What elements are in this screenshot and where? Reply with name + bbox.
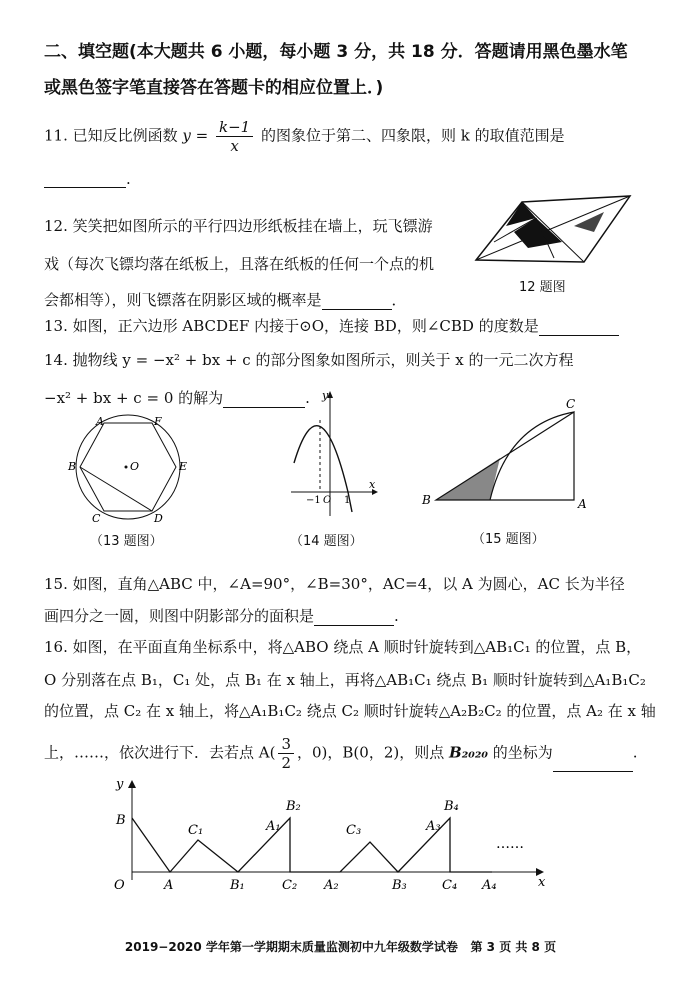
q16-answer-blank[interactable]	[553, 757, 633, 772]
fig16-rotation-diagram	[108, 776, 554, 900]
footer-title: 2019−2020 学年第一学期期末质量监测初中九年级数学试卷	[124, 940, 458, 954]
fig16-B1: B₁	[230, 878, 245, 893]
fig16-C3: C₃	[346, 823, 362, 838]
q13-answer-blank[interactable]	[539, 321, 619, 336]
q15-answer-blank[interactable]	[314, 611, 394, 626]
q16-line1: 16. 如图，在平面直角坐标系中，将△ABO 绕点 A 顺时针旋转到△AB₁C₁ 的位置，点 B，	[44, 638, 642, 656]
label-O: O	[130, 460, 140, 473]
q11-prefix: 11. 已知反比例函数	[44, 126, 178, 145]
label-B: B	[68, 460, 77, 473]
fig14-neg1: −1	[306, 495, 321, 506]
q16-line4	[44, 735, 638, 772]
q11-numerator: k−1	[216, 118, 253, 137]
q12-answer-blank[interactable]	[322, 295, 392, 310]
label-D: D	[154, 512, 163, 524]
fig16-B3: B₃	[392, 878, 407, 893]
fig13-hexagon-circle	[60, 412, 195, 524]
fig16-dots: ……	[496, 836, 524, 852]
q14-line2-text: −x² + bx + c = 0 的解为	[44, 389, 224, 407]
fig16-A4: A₄	[482, 878, 497, 893]
q16-line4a: 上，……，依次进行下．去若点 A(	[44, 743, 276, 762]
fig16-x: x	[538, 875, 546, 890]
fig15-triangle	[416, 396, 592, 514]
q15-line1: 15. 如图，直角△ABC 中，∠A=90°，∠B=30°，AC=4，以 A 为圆心，AC 长为半径	[44, 575, 625, 593]
q11-answer	[44, 170, 131, 188]
fig14-x: x	[369, 478, 376, 491]
q11-end: .	[126, 170, 131, 188]
fig14-parabola	[286, 388, 386, 518]
fig14-O: O	[323, 495, 332, 506]
q11-y: y =	[182, 126, 209, 145]
label-A: A	[96, 415, 104, 428]
fig15-A: A	[578, 497, 587, 511]
fig16-C4: C₄	[442, 878, 458, 893]
question-13	[44, 315, 619, 336]
q11-suffix: 的图象位于第二、四象限，则 k 的取值范围是	[260, 126, 565, 145]
fig16-B: B	[116, 813, 126, 828]
q12-line2: 戏（每次飞镖均落在纸板上，且落在纸板的任何一个点的机	[44, 255, 435, 273]
fig16-B2: B₂	[286, 799, 301, 814]
q12-end: ．	[391, 291, 407, 309]
label-E: E	[179, 460, 188, 473]
q11-fraction	[216, 118, 253, 155]
fig16-A: A	[164, 878, 174, 893]
fig12-caption: 12 题图	[519, 280, 566, 295]
label-C: C	[92, 512, 101, 524]
q16-line4b: ，0)，B(0，2)，则点	[297, 743, 445, 762]
fig16-B4: B₄	[444, 799, 459, 814]
q16-line4c: 的坐标为	[492, 743, 553, 762]
q15-line2-text: 画四分之一圆，则图中阴影部分的面积是	[44, 607, 315, 625]
q16-b2020: B₂₀₂₀	[449, 743, 488, 762]
fig16-y: y	[116, 777, 124, 792]
q12-line1: 12. 笑笑把如图所示的平行四边形纸板挂在墙上，玩飞镖游	[44, 217, 433, 235]
q15-line2	[44, 605, 399, 626]
q15-end: .	[394, 607, 399, 625]
q14-end: .	[305, 389, 310, 407]
fig15-caption: （15 题图）	[472, 532, 545, 547]
fig16-A3: A₃	[426, 819, 441, 834]
section-heading: 二、填空题(本大题共 6 小题，每小题 3 分，共 18 分．答题请用黑色墨水笔或黑色签字笔直接答在答题卡的相应位置上．)	[44, 42, 628, 98]
q16-line3: 的位置，点 C₂ 在 x 轴上，将△A₁B₁C₂ 绕点 C₂ 顺时针旋转△A₂B₂C₂ 的位置，点 A₂ 在 x 轴	[44, 702, 656, 720]
fig12-parallelogram	[474, 192, 634, 270]
fig13-caption: （13 题图）	[90, 534, 163, 549]
fig16-O: O	[114, 878, 125, 893]
q16-fraction	[278, 735, 294, 772]
q16-line2: O 分别落在点 B₁，C₁ 处，点 B₁ 在 x 轴上，再将△AB₁C₁ 绕点 B₁ 顺时针旋转到△A₁B₁C₂	[44, 671, 646, 689]
q13-text: 13. 如图，正六边形 ABCDEF 内接于⊙O，连接 BD，则∠CBD 的度数是	[44, 317, 539, 335]
q14-line1: 14. 抛物线 y = −x² + bx + c 的部分图象如图所示，则关于 x 的一元二次方程	[44, 351, 574, 369]
fig14-one: 1	[344, 495, 351, 506]
fig14-y: y	[322, 389, 329, 402]
fig14-caption: （14 题图）	[290, 534, 363, 549]
q14-line2	[44, 387, 310, 408]
question-11	[44, 118, 565, 155]
fig16-C1: C₁	[188, 823, 204, 838]
fig15-B: B	[422, 493, 431, 507]
fig15-C: C	[566, 397, 576, 411]
q12-line3-text: 会都相等），则飞镖落在阴影区域的概率是	[44, 291, 322, 309]
footer-page: 第 3 页 共 8 页	[470, 940, 557, 954]
q12-line3	[44, 289, 407, 310]
q11-answer-blank[interactable]	[44, 173, 126, 188]
q16-fden: 2	[281, 754, 292, 772]
label-F: F	[154, 415, 162, 428]
q11-denominator: x	[230, 137, 239, 155]
q16-end: .	[632, 743, 638, 762]
q16-fnum: 3	[278, 735, 294, 754]
fig16-C2: C₂	[282, 878, 298, 893]
page-footer	[0, 938, 681, 955]
fig16-A2: A₂	[324, 878, 339, 893]
fig16-A1: A₁	[266, 819, 281, 834]
